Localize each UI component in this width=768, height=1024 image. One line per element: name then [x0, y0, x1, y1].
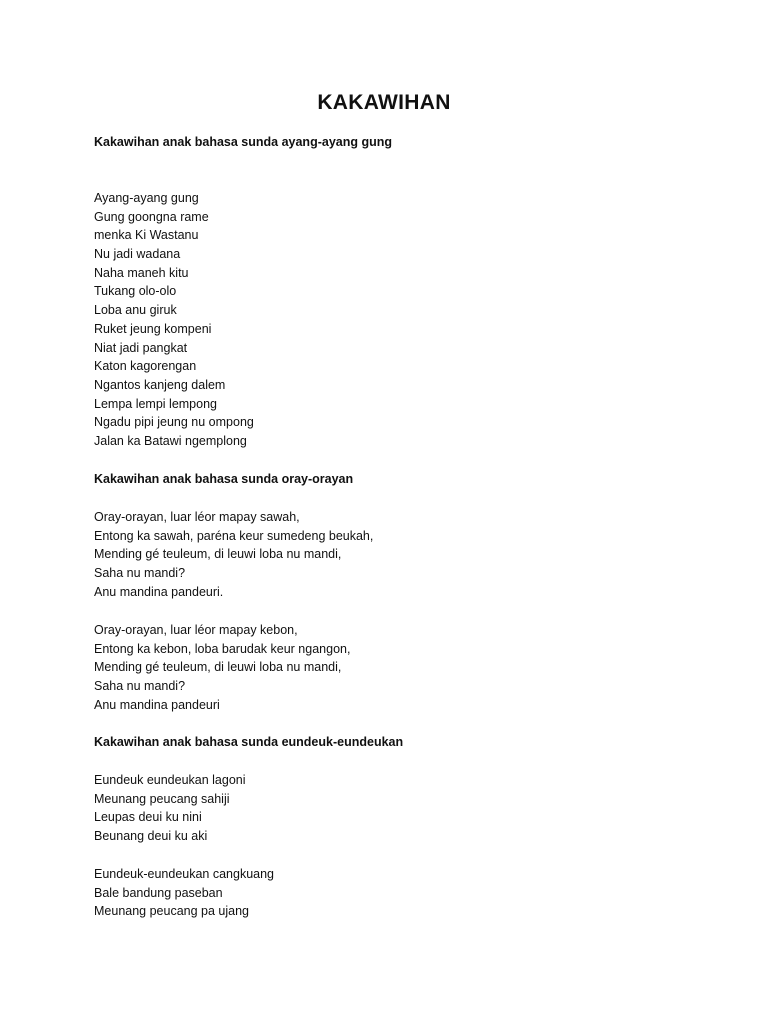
lyric-line: Oray-orayan, luar léor mapay kebon, — [94, 623, 298, 637]
lyric-line: Ngadu pipi jeung nu ompong — [94, 415, 254, 430]
lyric-line: Meunang peucang sahiji — [94, 791, 230, 806]
page-title: KAKAWIHAN — [317, 91, 451, 114]
lyric-line: Lempa lempi lempong — [94, 396, 217, 411]
stanza — [94, 771, 246, 846]
lyric-line: Ruket jeung kompeni — [94, 321, 212, 336]
lyric-line: Eundeuk eundeukan lagoni — [94, 773, 246, 787]
section-heading: Kakawihan anak bahasa sunda eundeuk-eundeukan — [94, 735, 404, 749]
lyric-line: Tukang olo-olo — [94, 284, 177, 299]
stanza — [94, 189, 254, 451]
lyric-line: Ayang-ayang gung — [94, 191, 199, 205]
lyric-line: Nu jadi wadana — [94, 247, 181, 262]
lyric-line: Entong ka sawah, paréna keur sumedeng beukah, — [94, 528, 374, 543]
lyric-line: Entong ka kebon, loba barudak keur ngangon, — [94, 641, 351, 656]
stanza — [94, 508, 373, 601]
lyric-line: Mending gé teuleum, di leuwi loba nu mandi, — [94, 547, 342, 562]
stanza — [94, 865, 274, 921]
section-heading: Kakawihan anak bahasa sunda ayang-ayang gung — [94, 135, 393, 149]
section-heading: Kakawihan anak bahasa sunda oray-orayan — [94, 472, 354, 486]
lyric-line: Leupas deui ku nini — [94, 810, 202, 825]
lyric-line: Anu mandina pandeuri. — [94, 584, 224, 599]
lyric-line: Eundeuk-eundeukan cangkuang — [94, 867, 275, 881]
lyric-line: Naha maneh kitu — [94, 265, 189, 280]
stanza — [94, 621, 350, 714]
lyric-line: Loba anu giruk — [94, 303, 177, 318]
lyric-line: Saha nu mandi? — [94, 566, 186, 581]
lyric-line: Ngantos kanjeng dalem — [94, 377, 226, 392]
lyric-line: Jalan ka Batawi ngemplong — [94, 433, 247, 448]
lyric-line: Saha nu mandi? — [94, 679, 186, 694]
lyric-line: Gung goongna rame — [94, 209, 209, 224]
lyric-line: menka Ki Wastanu — [94, 228, 199, 243]
lyric-line: Mending gé teuleum, di leuwi loba nu mandi, — [94, 660, 342, 675]
lyric-line: Oray-orayan, luar léor mapay sawah, — [94, 510, 300, 524]
lyric-line: Meunang peucang pa ujang — [94, 904, 249, 919]
lyric-line: Katon kagorengan — [94, 359, 197, 374]
lyric-line: Niat jadi pangkat — [94, 340, 188, 355]
lyric-line: Anu mandina pandeuri — [94, 697, 220, 712]
lyric-line: Beunang deui ku aki — [94, 829, 208, 844]
lyric-line: Bale bandung paseban — [94, 885, 223, 900]
